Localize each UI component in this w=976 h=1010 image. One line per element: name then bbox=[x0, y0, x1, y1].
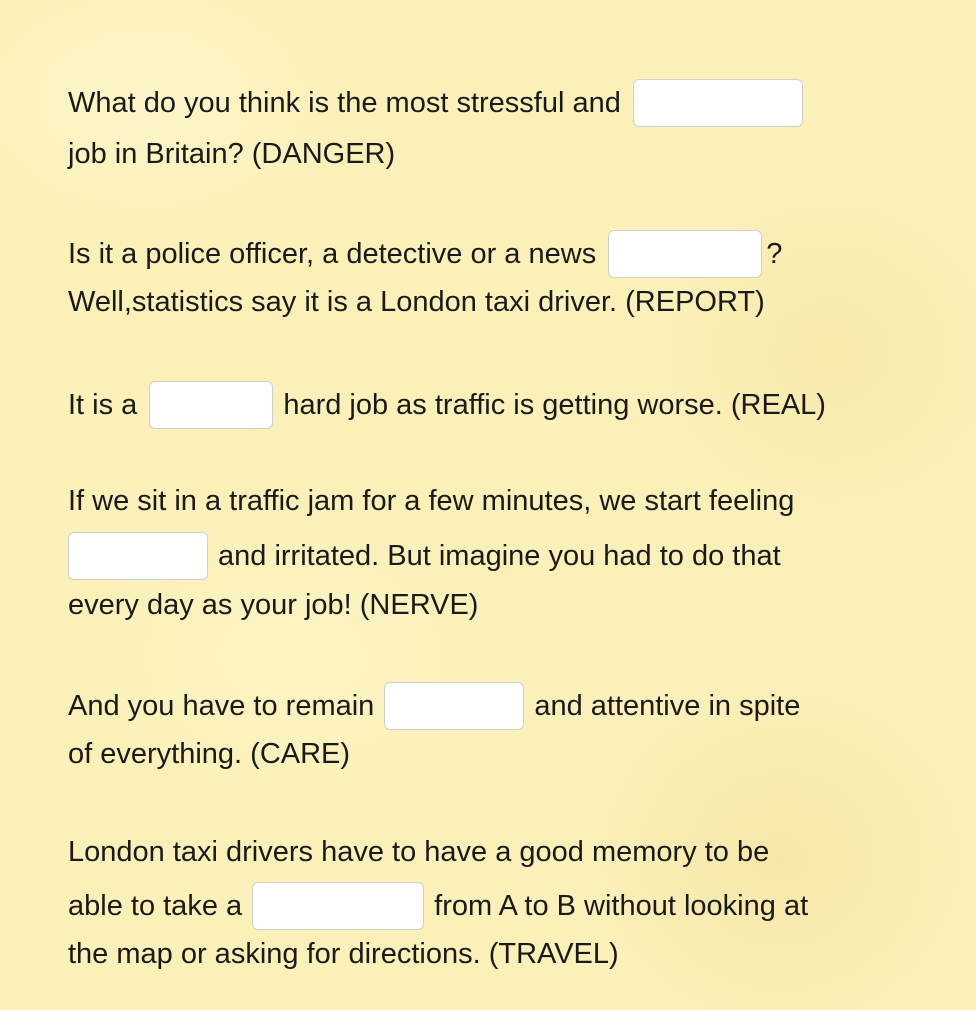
question-2-line-1 bbox=[68, 230, 782, 278]
question-3-hint: hard job as traffic is getting worse. (REAL) bbox=[283, 389, 826, 421]
question-1-line-2 bbox=[68, 136, 395, 172]
question-5-hint: of everything. (CARE) bbox=[68, 738, 351, 770]
question-4-hint: every day as your job! (NERVE) bbox=[68, 589, 479, 621]
question-5-line-2 bbox=[68, 736, 350, 772]
question-5-line-1 bbox=[68, 682, 800, 730]
question-4-text: If we sit in a traffic jam for a few minutes, we start feeling bbox=[68, 485, 795, 517]
question-4-line-3 bbox=[68, 587, 478, 623]
question-6-text-before-gap: able to take a bbox=[68, 890, 243, 922]
question-6-continuation: from A to B without looking at bbox=[434, 890, 809, 922]
question-2-line-2 bbox=[68, 284, 765, 320]
question-6-text: London taxi drivers have to have a good memory to be bbox=[68, 836, 770, 868]
question-2-hint: Well,statistics say it is a London taxi driver. (REPORT) bbox=[68, 286, 765, 318]
question-1-hint: job in Britain? (DANGER) bbox=[68, 138, 396, 170]
question-5-text: And you have to remain bbox=[68, 690, 375, 722]
question-1-text: What do you think is the most stressful and bbox=[68, 87, 621, 119]
answer-gap-6[interactable] bbox=[252, 882, 424, 930]
question-6-line-3 bbox=[68, 936, 619, 972]
question-3-line-1 bbox=[68, 381, 826, 429]
question-4-continuation: and irritated. But imagine you had to do that bbox=[218, 540, 781, 572]
question-4-line-2 bbox=[68, 532, 781, 580]
question-6-line-1 bbox=[68, 834, 769, 870]
answer-gap-3[interactable] bbox=[149, 381, 273, 429]
answer-gap-1[interactable] bbox=[633, 79, 803, 127]
question-2-text: Is it a police officer, a detective or a news bbox=[68, 238, 597, 270]
question-6-hint: the map or asking for directions. (TRAVEL) bbox=[68, 938, 619, 970]
answer-gap-2[interactable] bbox=[608, 230, 762, 278]
question-3-text: It is a bbox=[68, 389, 138, 421]
answer-gap-4[interactable] bbox=[68, 532, 208, 580]
answer-gap-5[interactable] bbox=[384, 682, 524, 730]
question-5-continuation: and attentive in spite bbox=[534, 690, 801, 722]
question-4-line-1 bbox=[68, 483, 794, 519]
question-1-line-1 bbox=[68, 79, 813, 127]
question-2-mark: ? bbox=[766, 238, 783, 270]
question-6-line-2 bbox=[68, 882, 808, 930]
